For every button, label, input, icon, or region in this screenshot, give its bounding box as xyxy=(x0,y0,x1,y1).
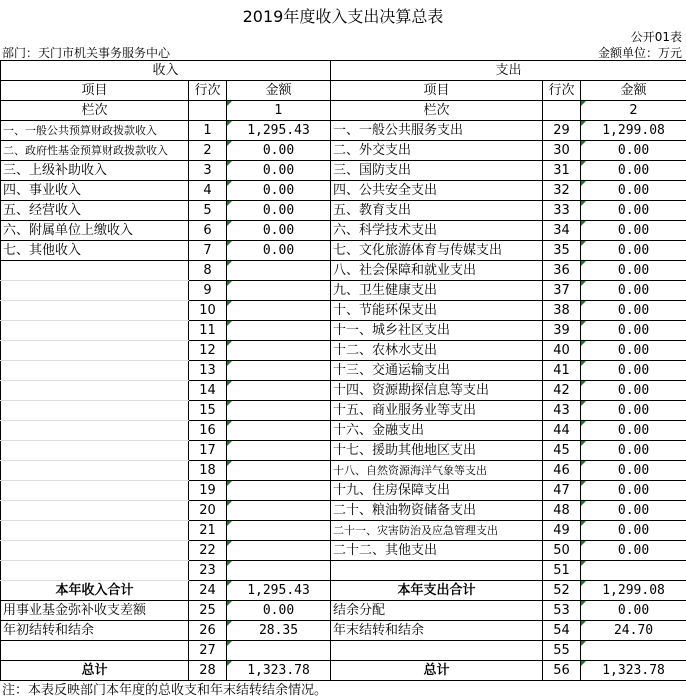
income-item[interactable] xyxy=(1,541,189,561)
income-item[interactable] xyxy=(1,561,189,581)
income-total-item[interactable]: 本年收入合计 xyxy=(1,581,189,601)
lanci-row xyxy=(1,101,686,121)
expense-total-row-no[interactable]: 52 xyxy=(543,581,581,601)
table-row xyxy=(1,381,686,401)
income-row-no[interactable]: 14 xyxy=(189,381,227,401)
expense-item[interactable]: 十八、自然资源海洋气象等支出 xyxy=(331,461,543,481)
income-total-row-no[interactable]: 25 xyxy=(189,601,227,621)
expense-row-no[interactable]: 33 xyxy=(543,201,581,221)
income-item[interactable] xyxy=(1,261,189,281)
expense-amount-header[interactable]: 金额 xyxy=(581,81,686,101)
income-row-no[interactable]: 17 xyxy=(189,441,227,461)
expense-amount[interactable]: 0.00 xyxy=(581,541,686,561)
income-amount[interactable]: 0.00 xyxy=(227,181,331,201)
table-row xyxy=(1,201,686,221)
income-amount-header[interactable]: 金额 xyxy=(227,81,331,101)
expense-row-no[interactable]: 43 xyxy=(543,401,581,421)
income-amount[interactable]: 1,295.43 xyxy=(227,121,331,141)
expense-total-amount[interactable]: 0.00 xyxy=(581,601,686,621)
table-row xyxy=(1,521,686,541)
income-row-no[interactable]: 21 xyxy=(189,521,227,541)
income-row-no[interactable]: 2 xyxy=(189,141,227,161)
expense-amount[interactable]: 0.00 xyxy=(581,381,686,401)
income-amount[interactable] xyxy=(227,421,331,441)
income-row-no[interactable]: 16 xyxy=(189,421,227,441)
income-row-no[interactable]: 23 xyxy=(189,561,227,581)
income-total-amount[interactable] xyxy=(227,641,331,661)
expense-amount[interactable]: 0.00 xyxy=(581,501,686,521)
expense-header[interactable]: 支出 xyxy=(331,61,686,81)
expense-item[interactable]: 六、科学技术支出 xyxy=(331,221,543,241)
expense-item[interactable]: 四、公共安全支出 xyxy=(331,181,543,201)
expense-amount[interactable]: 0.00 xyxy=(581,441,686,461)
expense-row-no[interactable]: 46 xyxy=(543,461,581,481)
income-amount[interactable] xyxy=(227,501,331,521)
expense-item[interactable]: 二十、粮油物资储备支出 xyxy=(331,501,543,521)
expense-item[interactable]: 十五、商业服务业等支出 xyxy=(331,401,543,421)
expense-total-item[interactable] xyxy=(331,641,543,661)
income-row-no[interactable]: 15 xyxy=(189,401,227,421)
income-amount[interactable] xyxy=(227,361,331,381)
income-row-no[interactable]: 10 xyxy=(189,301,227,321)
income-item[interactable] xyxy=(1,461,189,481)
expense-total-item[interactable]: 年末结转和结余 xyxy=(331,621,543,641)
income-amount[interactable]: 0.00 xyxy=(227,141,331,161)
expense-row-no[interactable]: 29 xyxy=(543,121,581,141)
expense-amount[interactable]: 0.00 xyxy=(581,361,686,381)
expense-amount[interactable]: 0.00 xyxy=(581,161,686,181)
income-item[interactable] xyxy=(1,321,189,341)
income-amount[interactable] xyxy=(227,481,331,501)
income-total-item[interactable]: 年初结转和结余 xyxy=(1,621,189,641)
total-row xyxy=(1,601,686,621)
income-item[interactable]: 一、一般公共预算财政拨款收入 xyxy=(1,121,189,141)
income-amount[interactable] xyxy=(227,521,331,541)
income-header[interactable]: 收入 xyxy=(1,61,331,81)
expense-item[interactable]: 三、国防支出 xyxy=(331,161,543,181)
expense-row-no[interactable]: 38 xyxy=(543,301,581,321)
table-row xyxy=(1,541,686,561)
income-lanci-blank[interactable] xyxy=(189,101,227,121)
expense-total-row-no[interactable]: 54 xyxy=(543,621,581,641)
expense-amount[interactable]: 0.00 xyxy=(581,321,686,341)
table-row xyxy=(1,361,686,381)
expense-item[interactable]: 二十二、其他支出 xyxy=(331,541,543,561)
expense-row-no[interactable]: 41 xyxy=(543,361,581,381)
expense-total-item[interactable]: 总计 xyxy=(331,661,543,681)
expense-amount[interactable]: 1,299.08 xyxy=(581,121,686,141)
expense-row-no[interactable]: 30 xyxy=(543,141,581,161)
table-row xyxy=(1,421,686,441)
income-total-amount[interactable]: 28.35 xyxy=(227,621,331,641)
expense-amount[interactable]: 0.00 xyxy=(581,221,686,241)
income-total-amount[interactable]: 1,295.43 xyxy=(227,581,331,601)
expense-row-no[interactable]: 35 xyxy=(543,241,581,261)
income-item[interactable] xyxy=(1,361,189,381)
income-amount[interactable] xyxy=(227,301,331,321)
expense-amount[interactable]: 0.00 xyxy=(581,201,686,221)
expense-total-item[interactable]: 本年支出合计 xyxy=(331,581,543,601)
income-amount[interactable] xyxy=(227,461,331,481)
expense-item[interactable]: 二、外交支出 xyxy=(331,141,543,161)
income-amount[interactable]: 0.00 xyxy=(227,241,331,261)
expense-amount[interactable]: 0.00 xyxy=(581,181,686,201)
income-amount[interactable] xyxy=(227,541,331,561)
income-row-no[interactable]: 11 xyxy=(189,321,227,341)
income-amount[interactable] xyxy=(227,281,331,301)
expense-total-row-no[interactable]: 55 xyxy=(543,641,581,661)
table-row xyxy=(1,301,686,321)
expense-item[interactable]: 二十一、灾害防治及应急管理支出 xyxy=(331,521,543,541)
expense-total-item[interactable]: 结余分配 xyxy=(331,601,543,621)
section-header-row xyxy=(1,61,686,81)
income-total-amount[interactable]: 0.00 xyxy=(227,601,331,621)
income-row-no[interactable]: 6 xyxy=(189,221,227,241)
table-row xyxy=(1,481,686,501)
expense-row-no[interactable]: 34 xyxy=(543,221,581,241)
income-row-no[interactable]: 18 xyxy=(189,461,227,481)
income-row-header[interactable]: 行次 xyxy=(189,81,227,101)
expense-item[interactable]: 五、教育支出 xyxy=(331,201,543,221)
income-amount[interactable] xyxy=(227,561,331,581)
table-row xyxy=(1,241,686,261)
expense-row-no[interactable]: 40 xyxy=(543,341,581,361)
income-item[interactable] xyxy=(1,341,189,361)
income-row-no[interactable]: 1 xyxy=(189,121,227,141)
income-row-no[interactable]: 13 xyxy=(189,361,227,381)
expense-item[interactable]: 八、社会保障和就业支出 xyxy=(331,261,543,281)
expense-row-no[interactable]: 37 xyxy=(543,281,581,301)
expense-amount[interactable]: 0.00 xyxy=(581,461,686,481)
income-item[interactable] xyxy=(1,301,189,321)
expense-total-amount[interactable]: 1,323.78 xyxy=(581,661,686,681)
table-row xyxy=(1,561,686,581)
table-note: 注：本表反映部门本年度的总收支和年末结转结余情况。 xyxy=(2,683,328,698)
report-title: 2019年度收入支出决算总表 xyxy=(242,7,444,26)
income-item[interactable]: 四、事业收入 xyxy=(1,181,189,201)
expense-amount[interactable]: 0.00 xyxy=(581,481,686,501)
total-row xyxy=(1,641,686,661)
income-total-item[interactable]: 用事业基金弥补收支差额 xyxy=(1,601,189,621)
income-amount[interactable] xyxy=(227,401,331,421)
expense-item[interactable]: 十一、城乡社区支出 xyxy=(331,321,543,341)
income-total-row-no[interactable]: 27 xyxy=(189,641,227,661)
income-item[interactable] xyxy=(1,521,189,541)
income-amount[interactable]: 0.00 xyxy=(227,201,331,221)
income-item[interactable]: 二、政府性基金预算财政拨款收入 xyxy=(1,141,189,161)
income-item[interactable] xyxy=(1,501,189,521)
expense-item[interactable]: 十二、农林水支出 xyxy=(331,341,543,361)
lanci-2[interactable]: 2 xyxy=(581,101,686,121)
income-amount[interactable] xyxy=(227,321,331,341)
expense-item[interactable]: 十三、交通运输支出 xyxy=(331,361,543,381)
expense-row-no[interactable]: 50 xyxy=(543,541,581,561)
table-row xyxy=(1,161,686,181)
expense-item[interactable]: 十六、金融支出 xyxy=(331,421,543,441)
expense-amount[interactable]: 0.00 xyxy=(581,401,686,421)
expense-total-row-no[interactable]: 56 xyxy=(543,661,581,681)
lanci-1[interactable]: 1 xyxy=(227,101,331,121)
income-row-no[interactable]: 19 xyxy=(189,481,227,501)
table-row xyxy=(1,501,686,521)
income-row-no[interactable]: 8 xyxy=(189,261,227,281)
table-row xyxy=(1,341,686,361)
income-item[interactable] xyxy=(1,481,189,501)
expense-amount[interactable]: 0.00 xyxy=(581,301,686,321)
expense-amount[interactable]: 0.00 xyxy=(581,141,686,161)
table-row xyxy=(1,181,686,201)
total-row xyxy=(1,621,686,641)
income-amount[interactable]: 0.00 xyxy=(227,161,331,181)
table-code: 公开01表 xyxy=(630,30,682,44)
expense-lanci-label[interactable]: 栏次 xyxy=(331,101,543,121)
income-total-row-no[interactable]: 28 xyxy=(189,661,227,681)
table-row xyxy=(1,221,686,241)
income-total-row-no[interactable]: 26 xyxy=(189,621,227,641)
expense-row-no[interactable]: 51 xyxy=(543,561,581,581)
expense-lanci-blank[interactable] xyxy=(543,101,581,121)
summary-table xyxy=(0,60,686,681)
expense-row-no[interactable]: 45 xyxy=(543,441,581,461)
unit-label: 金额单位：万元 xyxy=(597,46,682,60)
expense-amount[interactable]: 0.00 xyxy=(581,521,686,541)
expense-row-no[interactable]: 42 xyxy=(543,381,581,401)
income-item[interactable] xyxy=(1,281,189,301)
expense-amount[interactable]: 0.00 xyxy=(581,281,686,301)
income-item[interactable] xyxy=(1,401,189,421)
expense-total-row-no[interactable]: 53 xyxy=(543,601,581,621)
income-row-no[interactable]: 22 xyxy=(189,541,227,561)
income-row-no[interactable]: 4 xyxy=(189,181,227,201)
department-label: 部门：天门市机关事务服务中心 xyxy=(2,46,171,60)
total-row xyxy=(1,661,686,681)
total-row xyxy=(1,581,686,601)
income-lanci-label[interactable]: 栏次 xyxy=(1,101,189,121)
income-amount[interactable] xyxy=(227,441,331,461)
income-row-no[interactable]: 12 xyxy=(189,341,227,361)
income-item[interactable]: 五、经营收入 xyxy=(1,201,189,221)
income-amount[interactable] xyxy=(227,341,331,361)
expense-row-no[interactable]: 32 xyxy=(543,181,581,201)
expense-item[interactable]: 十七、援助其他地区支出 xyxy=(331,441,543,461)
table-row xyxy=(1,321,686,341)
expense-row-header[interactable]: 行次 xyxy=(543,81,581,101)
income-item[interactable]: 三、上级补助收入 xyxy=(1,161,189,181)
income-total-item[interactable] xyxy=(1,641,189,661)
expense-row-no[interactable]: 39 xyxy=(543,321,581,341)
expense-item-header[interactable]: 项目 xyxy=(331,81,543,101)
table-row xyxy=(1,461,686,481)
expense-row-no[interactable]: 31 xyxy=(543,161,581,181)
table-row xyxy=(1,121,686,141)
expense-row-no[interactable]: 47 xyxy=(543,481,581,501)
expense-amount[interactable]: 0.00 xyxy=(581,421,686,441)
expense-row-no[interactable]: 48 xyxy=(543,501,581,521)
table-row xyxy=(1,441,686,461)
income-item[interactable] xyxy=(1,381,189,401)
income-item-header[interactable]: 项目 xyxy=(1,81,189,101)
table-row xyxy=(1,141,686,161)
column-header-row xyxy=(1,81,686,101)
income-row-no[interactable]: 20 xyxy=(189,501,227,521)
expense-item[interactable]: 十九、住房保障支出 xyxy=(331,481,543,501)
expense-amount[interactable]: 0.00 xyxy=(581,341,686,361)
income-total-amount[interactable]: 1,323.78 xyxy=(227,661,331,681)
expense-amount[interactable] xyxy=(581,561,686,581)
expense-item[interactable]: 一、一般公共服务支出 xyxy=(331,121,543,141)
income-amount[interactable] xyxy=(227,381,331,401)
expense-row-no[interactable]: 44 xyxy=(543,421,581,441)
income-row-no[interactable]: 5 xyxy=(189,201,227,221)
income-row-no[interactable]: 9 xyxy=(189,281,227,301)
income-item[interactable]: 六、附属单位上缴收入 xyxy=(1,221,189,241)
expense-item[interactable]: 十、节能环保支出 xyxy=(331,301,543,321)
income-row-no[interactable]: 3 xyxy=(189,161,227,181)
income-amount[interactable] xyxy=(227,261,331,281)
expense-total-amount[interactable] xyxy=(581,641,686,661)
income-total-row-no[interactable]: 24 xyxy=(189,581,227,601)
table-row xyxy=(1,401,686,421)
expense-row-no[interactable]: 49 xyxy=(543,521,581,541)
expense-amount[interactable]: 0.00 xyxy=(581,261,686,281)
income-item[interactable] xyxy=(1,441,189,461)
table-row xyxy=(1,281,686,301)
income-amount[interactable]: 0.00 xyxy=(227,221,331,241)
expense-row-no[interactable]: 36 xyxy=(543,261,581,281)
income-row-no[interactable]: 7 xyxy=(189,241,227,261)
income-item[interactable] xyxy=(1,421,189,441)
expense-item[interactable] xyxy=(331,561,543,581)
expense-item[interactable]: 七、文化旅游体育与传媒支出 xyxy=(331,241,543,261)
expense-amount[interactable]: 0.00 xyxy=(581,241,686,261)
income-total-item[interactable]: 总计 xyxy=(1,661,189,681)
income-item[interactable]: 七、其他收入 xyxy=(1,241,189,261)
expense-item[interactable]: 九、卫生健康支出 xyxy=(331,281,543,301)
expense-item[interactable]: 十四、资源勘探信息等支出 xyxy=(331,381,543,401)
expense-total-amount[interactable]: 1,299.08 xyxy=(581,581,686,601)
expense-total-amount[interactable]: 24.70 xyxy=(581,621,686,641)
table-row xyxy=(1,261,686,281)
